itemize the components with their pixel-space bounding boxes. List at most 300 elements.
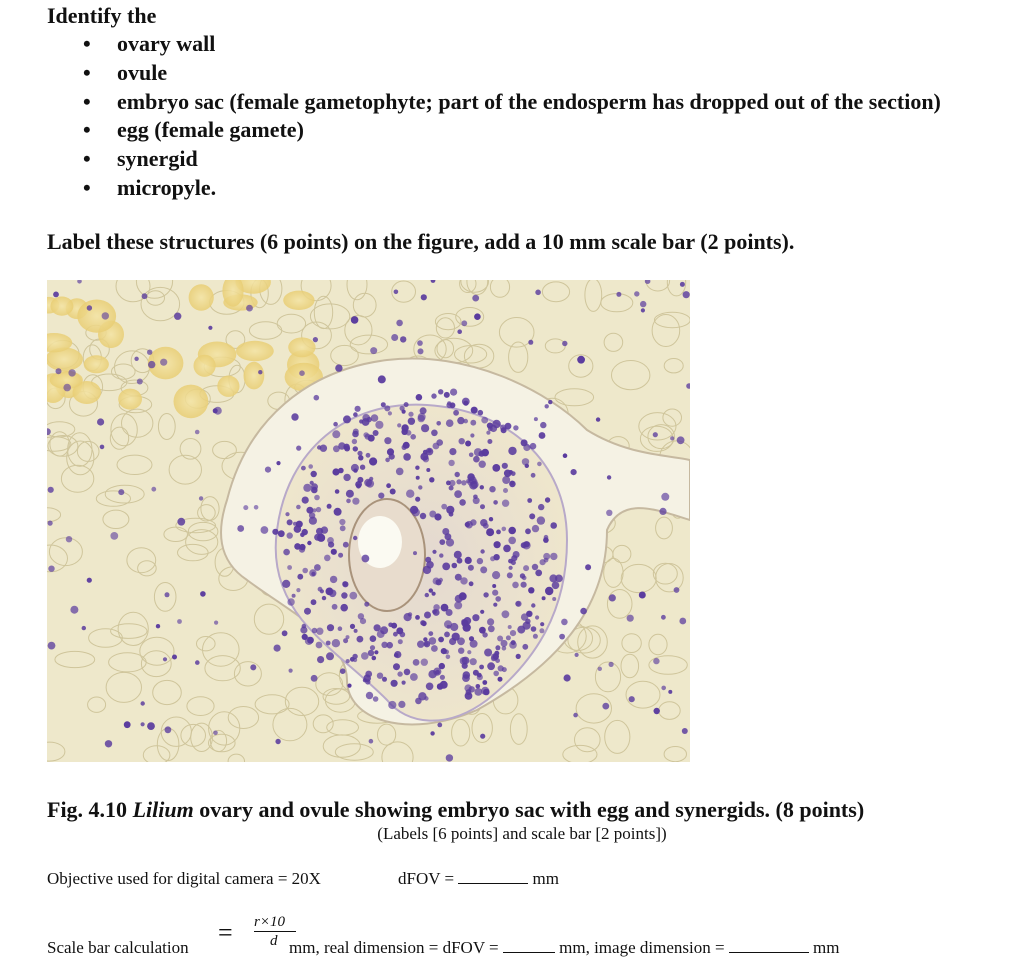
stained-nucleus	[357, 451, 362, 456]
stained-nucleus	[105, 740, 112, 747]
stained-nucleus	[370, 347, 377, 354]
stained-nucleus	[429, 477, 434, 482]
stained-nucleus	[532, 525, 539, 532]
stained-nucleus	[160, 359, 167, 366]
formula-denominator: d	[270, 933, 278, 949]
stained-nucleus	[474, 688, 482, 696]
stained-nucleus	[450, 623, 458, 631]
stained-nucleus	[317, 656, 324, 663]
stained-nucleus	[391, 680, 398, 687]
stained-nucleus	[444, 632, 450, 638]
stained-nucleus	[528, 587, 534, 593]
stained-nucleus	[369, 457, 377, 465]
dfov-blank[interactable]	[458, 869, 528, 884]
stained-nucleus	[275, 739, 280, 744]
stained-nucleus	[426, 448, 434, 456]
stained-nucleus	[396, 320, 403, 327]
stained-nucleus	[417, 641, 424, 648]
stained-nucleus	[492, 420, 500, 428]
stained-nucleus	[508, 527, 516, 535]
stained-nucleus	[562, 341, 567, 346]
stained-nucleus	[327, 624, 334, 631]
stained-nucleus	[326, 652, 334, 660]
stained-nucleus	[508, 559, 513, 564]
stained-nucleus	[350, 624, 355, 629]
stained-nucleus	[328, 588, 333, 593]
stained-nucleus	[340, 604, 348, 612]
stained-nucleus	[100, 445, 105, 450]
stained-nucleus	[480, 485, 484, 489]
stained-nucleus	[299, 370, 305, 376]
stained-nucleus	[48, 642, 56, 650]
stained-nucleus	[351, 464, 359, 472]
stained-nucleus	[276, 461, 280, 465]
stained-nucleus	[355, 406, 361, 412]
stained-nucleus	[453, 410, 459, 416]
stained-nucleus	[343, 542, 349, 548]
stained-nucleus	[481, 417, 488, 424]
stained-nucleus	[410, 434, 416, 440]
stained-nucleus	[406, 490, 414, 498]
stained-nucleus	[431, 645, 438, 652]
stained-nucleus	[496, 530, 501, 535]
stained-nucleus	[483, 689, 490, 696]
list-item: • synergid	[83, 146, 198, 172]
stained-nucleus	[297, 574, 303, 580]
stained-nucleus	[461, 620, 468, 627]
stained-nucleus	[321, 526, 328, 533]
stained-nucleus	[374, 650, 378, 654]
image-dimension-label: mm, image dimension =	[559, 938, 725, 957]
list-item: • egg (female gamete)	[83, 117, 304, 143]
stained-nucleus	[545, 404, 549, 408]
stained-nucleus	[461, 480, 466, 485]
stained-nucleus	[371, 414, 379, 422]
stained-nucleus	[668, 690, 672, 694]
structure-list	[47, 30, 941, 203]
stained-nucleus	[320, 445, 327, 452]
stained-nucleus	[421, 621, 426, 626]
stained-nucleus	[487, 618, 494, 625]
stained-nucleus	[661, 615, 666, 620]
stained-nucleus	[526, 611, 532, 617]
stained-nucleus	[343, 474, 350, 481]
stained-nucleus	[243, 505, 248, 510]
stained-nucleus	[332, 430, 340, 438]
stained-nucleus	[53, 292, 59, 298]
stained-nucleus	[466, 689, 472, 695]
stained-nucleus	[110, 532, 118, 540]
stained-nucleus	[498, 677, 503, 682]
stained-nucleus	[492, 584, 496, 588]
stained-nucleus	[358, 613, 364, 619]
stained-nucleus	[431, 393, 436, 398]
stained-nucleus	[177, 518, 185, 526]
stained-nucleus	[448, 460, 454, 466]
stained-nucleus	[148, 361, 155, 368]
stained-nucleus	[441, 604, 449, 612]
stained-nucleus	[450, 389, 457, 396]
stained-nucleus	[141, 701, 145, 705]
lilium-ovary-micrograph	[47, 280, 690, 762]
stained-nucleus	[364, 479, 372, 487]
stained-nucleus	[87, 305, 92, 310]
stained-nucleus	[472, 614, 479, 621]
stained-nucleus	[495, 596, 501, 602]
bullet-icon: •	[83, 117, 91, 143]
stained-nucleus	[378, 375, 386, 383]
stained-nucleus	[394, 651, 401, 658]
stained-nucleus	[338, 626, 343, 631]
stained-nucleus	[440, 675, 445, 680]
stained-nucleus	[433, 578, 440, 585]
dfov-line	[398, 868, 559, 890]
stained-nucleus	[195, 660, 200, 665]
stained-nucleus	[548, 400, 552, 404]
stained-nucleus	[486, 528, 494, 536]
stained-nucleus	[377, 630, 385, 638]
stained-nucleus	[472, 295, 479, 302]
yellow-cell	[77, 300, 116, 333]
stained-nucleus	[258, 370, 262, 374]
stained-nucleus	[302, 497, 309, 504]
stained-nucleus	[372, 656, 377, 661]
stained-nucleus	[408, 612, 412, 616]
stained-nucleus	[442, 563, 450, 571]
yellow-cell	[118, 389, 142, 410]
stained-nucleus	[641, 308, 645, 312]
stained-nucleus	[381, 642, 387, 648]
stained-nucleus	[416, 476, 420, 480]
objective-label: Objective used for digital camera = 20X	[47, 869, 321, 888]
stained-nucleus	[543, 553, 550, 560]
stained-nucleus	[313, 337, 318, 342]
stained-nucleus	[401, 424, 408, 431]
yellow-cell	[288, 337, 315, 357]
stained-nucleus	[627, 615, 634, 622]
stained-nucleus	[482, 680, 487, 685]
stained-nucleus	[470, 640, 478, 648]
yellow-cell	[236, 341, 274, 361]
stained-nucleus	[289, 669, 293, 673]
stained-nucleus	[397, 423, 401, 427]
stained-nucleus	[328, 542, 334, 548]
stained-nucleus	[480, 504, 485, 509]
stained-nucleus	[459, 499, 466, 506]
stained-nucleus	[360, 465, 365, 470]
stained-nucleus	[452, 563, 458, 569]
stained-nucleus	[535, 570, 542, 577]
stained-nucleus	[580, 608, 587, 615]
stained-nucleus	[344, 446, 350, 452]
stained-nucleus	[502, 476, 510, 484]
stained-nucleus	[254, 505, 259, 510]
stained-nucleus	[430, 731, 434, 735]
stained-nucleus	[433, 668, 441, 676]
stained-nucleus	[523, 565, 529, 571]
stained-nucleus	[314, 395, 320, 401]
stained-nucleus	[533, 634, 538, 639]
stained-nucleus	[165, 726, 172, 733]
stained-nucleus	[343, 638, 348, 643]
stained-nucleus	[354, 629, 358, 633]
stained-nucleus	[301, 466, 306, 471]
stained-nucleus	[573, 713, 578, 718]
stained-nucleus	[308, 464, 313, 469]
stained-nucleus	[428, 631, 433, 636]
stained-nucleus	[416, 394, 423, 401]
stained-nucleus	[602, 703, 609, 710]
stained-nucleus	[357, 636, 364, 643]
stained-nucleus	[332, 639, 340, 647]
stained-nucleus	[400, 406, 405, 411]
list-item: • embryo sac (female gametophyte; part of the endosperm has dropped out of the section)	[83, 88, 941, 114]
genus-name: Lilium	[132, 797, 194, 822]
stained-nucleus	[439, 553, 443, 557]
stained-nucleus	[331, 549, 337, 555]
stained-nucleus	[459, 438, 465, 444]
stained-nucleus	[293, 522, 297, 526]
stained-nucleus	[403, 453, 411, 461]
stained-nucleus	[237, 525, 244, 532]
stained-nucleus	[353, 446, 358, 451]
stained-nucleus	[480, 610, 484, 614]
list-item: • ovule	[83, 59, 168, 85]
stained-nucleus	[563, 453, 568, 458]
stained-nucleus	[438, 637, 444, 643]
stained-nucleus	[552, 597, 556, 601]
stained-nucleus	[489, 486, 495, 492]
stained-nucleus	[151, 487, 156, 492]
stained-nucleus	[559, 634, 565, 640]
stained-nucleus	[338, 468, 344, 474]
stained-nucleus	[410, 673, 418, 681]
dfov-label: dFOV =	[398, 869, 455, 888]
stained-nucleus	[607, 475, 611, 479]
stained-nucleus	[640, 301, 646, 307]
stained-nucleus	[527, 498, 532, 503]
stained-nucleus	[373, 696, 379, 702]
stained-nucleus	[462, 663, 468, 669]
stained-nucleus	[402, 445, 407, 450]
stained-nucleus	[368, 650, 374, 656]
stained-nucleus	[296, 588, 300, 592]
stained-nucleus	[303, 484, 311, 492]
stained-nucleus	[677, 436, 685, 444]
stained-nucleus	[609, 662, 614, 667]
stained-nucleus	[320, 589, 324, 593]
stained-nucleus	[413, 551, 417, 555]
stained-nucleus	[400, 336, 406, 342]
stained-nucleus	[543, 537, 549, 543]
list-item: • ovary wall	[83, 31, 216, 56]
stained-nucleus	[311, 471, 317, 477]
stained-nucleus	[490, 556, 495, 561]
image-dimension-unit: mm	[813, 938, 840, 957]
stained-nucleus	[457, 329, 462, 334]
stained-nucleus	[163, 657, 167, 661]
stained-nucleus	[434, 513, 441, 520]
stained-nucleus	[629, 696, 635, 702]
stained-nucleus	[147, 350, 152, 355]
stained-nucleus	[424, 612, 431, 619]
stained-nucleus	[296, 446, 301, 451]
stained-nucleus	[480, 566, 487, 573]
stained-nucleus	[482, 632, 487, 637]
stained-nucleus	[282, 580, 290, 588]
stained-nucleus	[378, 493, 384, 499]
heading: Identify the	[47, 3, 157, 28]
stained-nucleus	[606, 510, 612, 516]
stained-nucleus	[509, 641, 517, 649]
stained-nucleus	[454, 551, 462, 559]
stained-nucleus	[479, 461, 486, 468]
stained-nucleus	[480, 734, 485, 739]
stained-nucleus	[437, 723, 442, 728]
stained-nucleus	[465, 441, 471, 447]
stained-nucleus	[495, 645, 500, 650]
bullet-icon: •	[83, 59, 91, 85]
stained-nucleus	[418, 692, 426, 700]
stained-nucleus	[463, 671, 471, 679]
real-dimension-blank[interactable]	[503, 938, 555, 953]
stained-nucleus	[283, 549, 290, 556]
stained-nucleus	[265, 467, 271, 473]
stained-nucleus	[508, 447, 516, 455]
stained-nucleus	[172, 655, 177, 660]
stained-nucleus	[370, 645, 375, 650]
stained-nucleus	[493, 500, 498, 505]
stained-nucleus	[454, 601, 462, 609]
stained-nucleus	[455, 472, 460, 477]
stained-nucleus	[421, 294, 427, 300]
stained-nucleus	[375, 421, 383, 429]
stained-nucleus	[398, 639, 403, 644]
stained-nucleus	[326, 641, 331, 646]
stained-nucleus	[455, 574, 462, 581]
stained-nucleus	[653, 432, 658, 437]
stained-nucleus	[374, 624, 381, 631]
stained-nucleus	[404, 669, 411, 676]
stained-nucleus	[102, 312, 109, 319]
stained-nucleus	[458, 648, 464, 654]
stained-nucleus	[137, 379, 143, 385]
stained-nucleus	[577, 356, 585, 364]
stained-nucleus	[539, 628, 544, 633]
stained-nucleus	[444, 392, 450, 398]
stained-nucleus	[444, 650, 449, 655]
stained-nucleus	[502, 527, 507, 532]
stained-nucleus	[274, 645, 281, 652]
stained-nucleus	[596, 417, 600, 421]
stained-nucleus	[467, 650, 471, 654]
real-dimension-label: mm, real dimension = dFOV =	[289, 938, 499, 957]
stained-nucleus	[487, 439, 492, 444]
stained-nucleus	[291, 413, 298, 420]
stained-nucleus	[346, 490, 354, 498]
stained-nucleus	[156, 624, 160, 628]
stained-nucleus	[307, 637, 314, 644]
stained-nucleus	[492, 571, 500, 579]
stained-nucleus	[481, 449, 489, 457]
stained-nucleus	[426, 468, 430, 472]
stained-nucleus	[508, 625, 512, 629]
stained-nucleus	[545, 497, 550, 502]
stained-nucleus	[82, 626, 86, 630]
stained-nucleus	[550, 522, 557, 529]
stained-nucleus	[468, 565, 474, 571]
stained-nucleus	[492, 464, 500, 472]
yellow-cell	[50, 297, 73, 316]
stained-nucleus	[287, 519, 293, 525]
stained-nucleus	[352, 498, 359, 505]
stained-nucleus	[272, 529, 278, 535]
stained-nucleus	[502, 610, 510, 618]
stained-nucleus	[540, 622, 544, 626]
stained-nucleus	[528, 340, 533, 345]
stained-nucleus	[287, 532, 293, 538]
stained-nucleus	[474, 448, 482, 456]
stained-nucleus	[302, 634, 308, 640]
stained-nucleus	[507, 572, 513, 578]
stained-nucleus	[639, 592, 646, 599]
stained-nucleus	[415, 466, 419, 470]
objective-line	[47, 868, 321, 890]
stained-nucleus	[598, 667, 602, 671]
stained-nucleus	[353, 536, 357, 540]
stained-nucleus	[316, 507, 321, 512]
stained-nucleus	[421, 659, 428, 666]
stained-nucleus	[540, 559, 546, 565]
stained-nucleus	[388, 411, 392, 415]
scale-bar-formula	[218, 914, 285, 958]
stained-nucleus	[561, 619, 568, 626]
stained-nucleus	[410, 506, 418, 514]
stained-nucleus	[539, 432, 546, 439]
stained-nucleus	[299, 546, 305, 552]
stained-nucleus	[309, 517, 317, 525]
stained-nucleus	[481, 628, 486, 633]
stained-nucleus	[449, 480, 455, 486]
stained-nucleus	[634, 291, 639, 296]
stained-nucleus	[500, 425, 506, 431]
stained-nucleus	[250, 664, 256, 670]
stained-nucleus	[550, 553, 557, 560]
yellow-cell	[217, 376, 239, 397]
image-dimension-blank[interactable]	[729, 938, 809, 953]
stained-nucleus	[363, 678, 367, 682]
stained-nucleus	[365, 434, 371, 440]
stained-nucleus	[333, 422, 338, 427]
stained-nucleus	[343, 415, 351, 423]
stained-nucleus	[512, 582, 519, 589]
stained-nucleus	[408, 418, 415, 425]
stained-nucleus	[465, 557, 472, 564]
stained-nucleus	[213, 731, 218, 736]
stained-nucleus	[441, 504, 447, 510]
stained-nucleus	[502, 463, 508, 469]
stained-nucleus	[488, 625, 495, 632]
stained-nucleus	[478, 410, 484, 416]
list-item: • micropyle.	[83, 174, 217, 200]
stained-nucleus	[480, 549, 484, 553]
stained-nucleus	[469, 581, 474, 586]
stained-nucleus	[351, 316, 359, 324]
bullet-icon: •	[83, 31, 91, 56]
stained-nucleus	[436, 421, 441, 426]
stained-nucleus	[462, 398, 470, 406]
stained-nucleus	[522, 644, 528, 650]
